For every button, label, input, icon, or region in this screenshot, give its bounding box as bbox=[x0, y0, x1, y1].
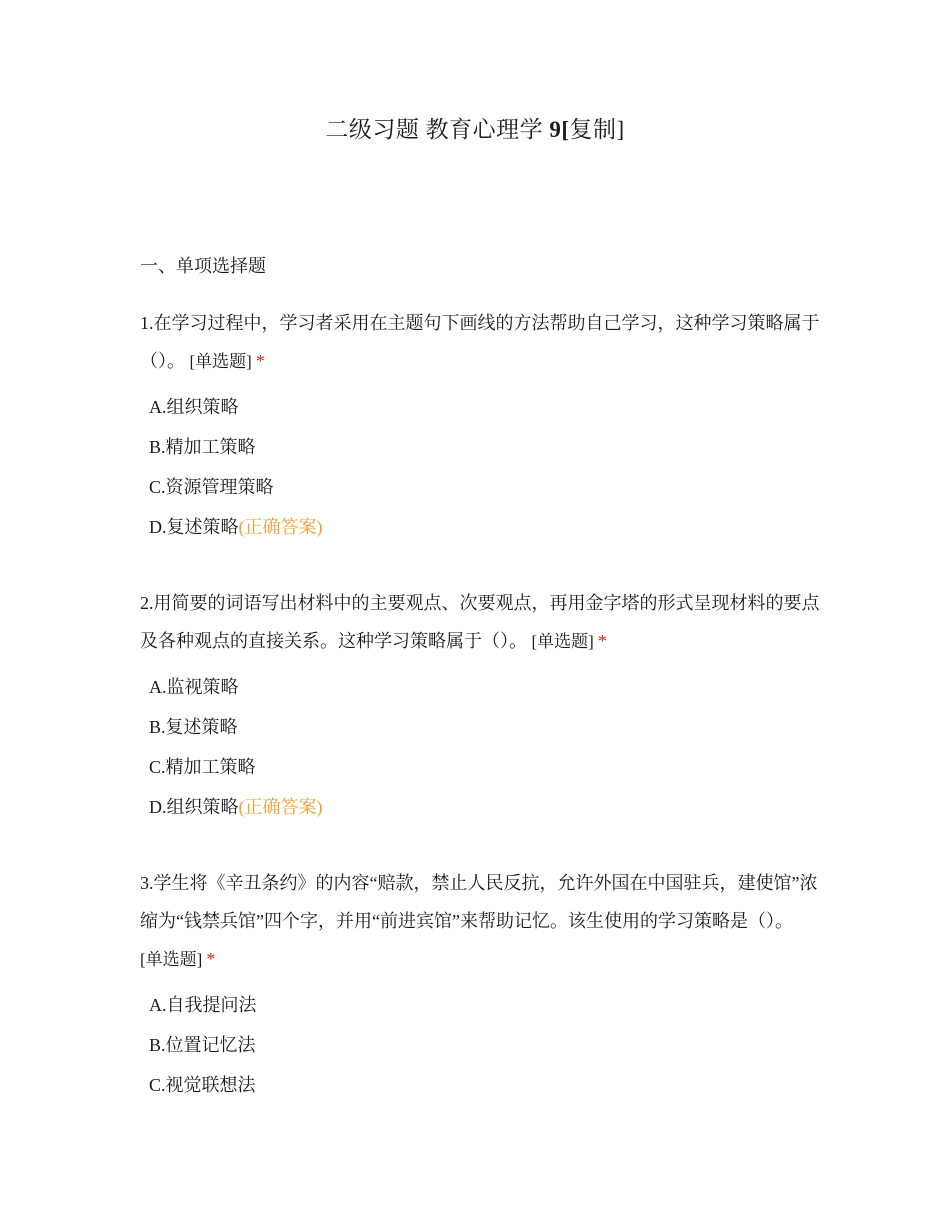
question-type-label: [单选题] bbox=[140, 950, 203, 969]
question-stem bbox=[140, 584, 820, 661]
section-heading: 一、单项选择题 bbox=[140, 256, 266, 276]
title-number: 9[ bbox=[549, 117, 570, 142]
required-mark: * bbox=[206, 949, 216, 969]
option-text: C.视觉联想法 bbox=[149, 1075, 256, 1095]
required-mark: * bbox=[255, 351, 265, 371]
title-prefix: 二级习题 教育心理学 bbox=[325, 117, 550, 142]
option-c[interactable] bbox=[149, 1065, 820, 1105]
option-d[interactable] bbox=[149, 787, 820, 827]
option-text: C.精加工策略 bbox=[149, 757, 256, 777]
option-list bbox=[140, 985, 820, 1105]
title-suffix: 复制] bbox=[569, 117, 625, 142]
option-list bbox=[140, 667, 820, 827]
option-b[interactable] bbox=[149, 1025, 820, 1065]
question-text: 3.学生将《辛丑条约》的内容“赔款，禁止人民反抗，允许外国在中国驻兵，建使馆”浓缩为“钱禁兵馆”四个字，并用“前进宾馆”来帮助记忆。该生使用的学习策略是（）。 bbox=[140, 873, 818, 931]
question-type-label: [单选题] bbox=[531, 632, 594, 651]
option-a[interactable] bbox=[149, 387, 820, 427]
option-text: C.资源管理策略 bbox=[149, 477, 274, 497]
option-list bbox=[140, 387, 820, 547]
option-c[interactable] bbox=[149, 467, 820, 507]
question-2 bbox=[140, 584, 820, 827]
correct-answer-mark: (正确答案) bbox=[238, 517, 323, 537]
option-text: A.自我提问法 bbox=[149, 995, 257, 1015]
option-text: B.位置记忆法 bbox=[149, 1035, 256, 1055]
required-mark: * bbox=[597, 631, 607, 651]
question-type-label: [单选题] bbox=[189, 352, 252, 371]
question-3 bbox=[140, 864, 820, 1105]
option-c[interactable] bbox=[149, 747, 820, 787]
question-1 bbox=[140, 304, 820, 547]
option-text: A.组织策略 bbox=[149, 397, 239, 417]
question-text: 1.在学习过程中，学习者采用在主题句下画线的方法帮助自己学习，这种学习策略属于（）。 bbox=[140, 313, 820, 371]
option-b[interactable] bbox=[149, 707, 820, 747]
option-text: A.监视策略 bbox=[149, 677, 239, 697]
option-a[interactable] bbox=[149, 985, 820, 1025]
question-text: 2.用简要的词语写出材料中的主要观点、次要观点，再用金字塔的形式呈现材料的要点及各种观点的直接关系。这种学习策略属于（）。 bbox=[140, 593, 820, 651]
option-text: D.组织策略 bbox=[149, 797, 239, 817]
option-text: D.复述策略 bbox=[149, 517, 239, 537]
page-title bbox=[0, 111, 950, 144]
option-d[interactable] bbox=[149, 507, 820, 547]
question-stem bbox=[140, 864, 820, 979]
option-text: B.精加工策略 bbox=[149, 437, 256, 457]
question-stem bbox=[140, 304, 820, 381]
option-text: B.复述策略 bbox=[149, 717, 238, 737]
correct-answer-mark: (正确答案) bbox=[238, 797, 323, 817]
option-a[interactable] bbox=[149, 667, 820, 707]
option-b[interactable] bbox=[149, 427, 820, 467]
